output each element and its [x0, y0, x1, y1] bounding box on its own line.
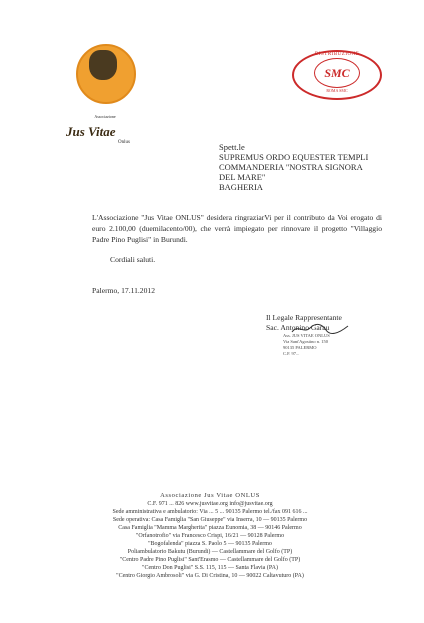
body-paragraph: L'Associazione "Jus Vitae ONLUS" desidera ringraziarVi per il contributo da Voi erogato di euro 2.100,00 (duemilacento/00), che verrà impiegato per rinnovare il progetto "Villaggio Padre Pino Puglisi" in Burundi. [92, 213, 382, 244]
footer-line: "Centro Padre Pino Puglisi" Sant'Erasmo — Castellammare del Golfo (TP) [119, 557, 301, 563]
letter-body [92, 212, 382, 245]
footer-line: "Centro Giorgio Ambrosoli" via G. Di Cristina, 10 — 90022 Caltavuturo (PA) [116, 573, 304, 579]
smc-inner-ring: SMC [314, 58, 360, 88]
recipient-city: BAGHERIA [219, 182, 263, 192]
footer-line: "Orfanotrofio" via Francesco Crispi, 16/21 — 90128 Palermo [135, 533, 285, 539]
smc-logo [292, 50, 382, 102]
footer-contacts: C.F. 971 ... 826 www.jusvitae.org info@jusvitae.org [147, 501, 273, 507]
logo-subtitle: Associazione [94, 114, 116, 119]
footer-line: "Centro Don Puglisi" S.S. 115, 115 — Santa Flavia (PA) [142, 565, 278, 571]
bear-emblem-icon [89, 50, 117, 80]
jus-vitae-logo [64, 44, 134, 145]
signature-name: Sac. Antonino Garau [266, 323, 330, 332]
stamp-line: Via Sant'Agostino n. 150 [283, 339, 329, 344]
letterhead-footer [40, 492, 380, 580]
recipient-line: SUPREMUS ORDO EQUESTER TEMPLI [219, 152, 369, 162]
greeting: Cordiali saluti. [110, 255, 156, 264]
logo-suffix: Onlus [118, 140, 130, 145]
smc-arc-bottom-text: ROMA SMC [326, 88, 348, 93]
signature-title: Il Legale Rappresentante [266, 313, 342, 322]
footer-line: "Bogofalenda" piazza S. Paolo 5 — 90135 Palermo [148, 541, 272, 547]
stamp-line: C.F. 97... [283, 351, 300, 356]
letter-date: Palermo, 17.11.2012 [92, 286, 155, 295]
recipient-line: DEL MARE" [219, 172, 266, 182]
footer-line: Casa Famiglia "Mamma Margherita" piazza Eunomia, 38 — 90146 Palermo [118, 525, 302, 531]
stamp-line: 90135 PALERMO [283, 345, 317, 350]
organization-stamp [283, 333, 363, 357]
footer-line: Sede amministrativa e ambulatorio: Via ... 5 ... 90135 Palermo tel./fax 091 616 ... [112, 509, 308, 515]
stamp-line: Ass. JUS VITAE ONLUS [283, 333, 330, 338]
recipient-line: COMMANDERIA "NOSTRA SIGNORA [219, 162, 363, 172]
footer-line: Sede operativa: Casa Famiglia "San Giuseppe" via Inserra, 10 — 90135 Palermo [112, 517, 308, 523]
logo-name: Jus Vitae [66, 124, 116, 139]
smc-arc-top-text: DISTRIBUZIONE [314, 52, 360, 57]
recipient-salutation: Spett.le [219, 142, 245, 152]
footer-line: Poliambulatorio Bakutu (Burundi) — Castellammare del Golfo (TP) [127, 549, 293, 555]
recipient-block [219, 142, 368, 192]
footer-title: Associazione Jus Vitae ONLUS [160, 492, 260, 499]
